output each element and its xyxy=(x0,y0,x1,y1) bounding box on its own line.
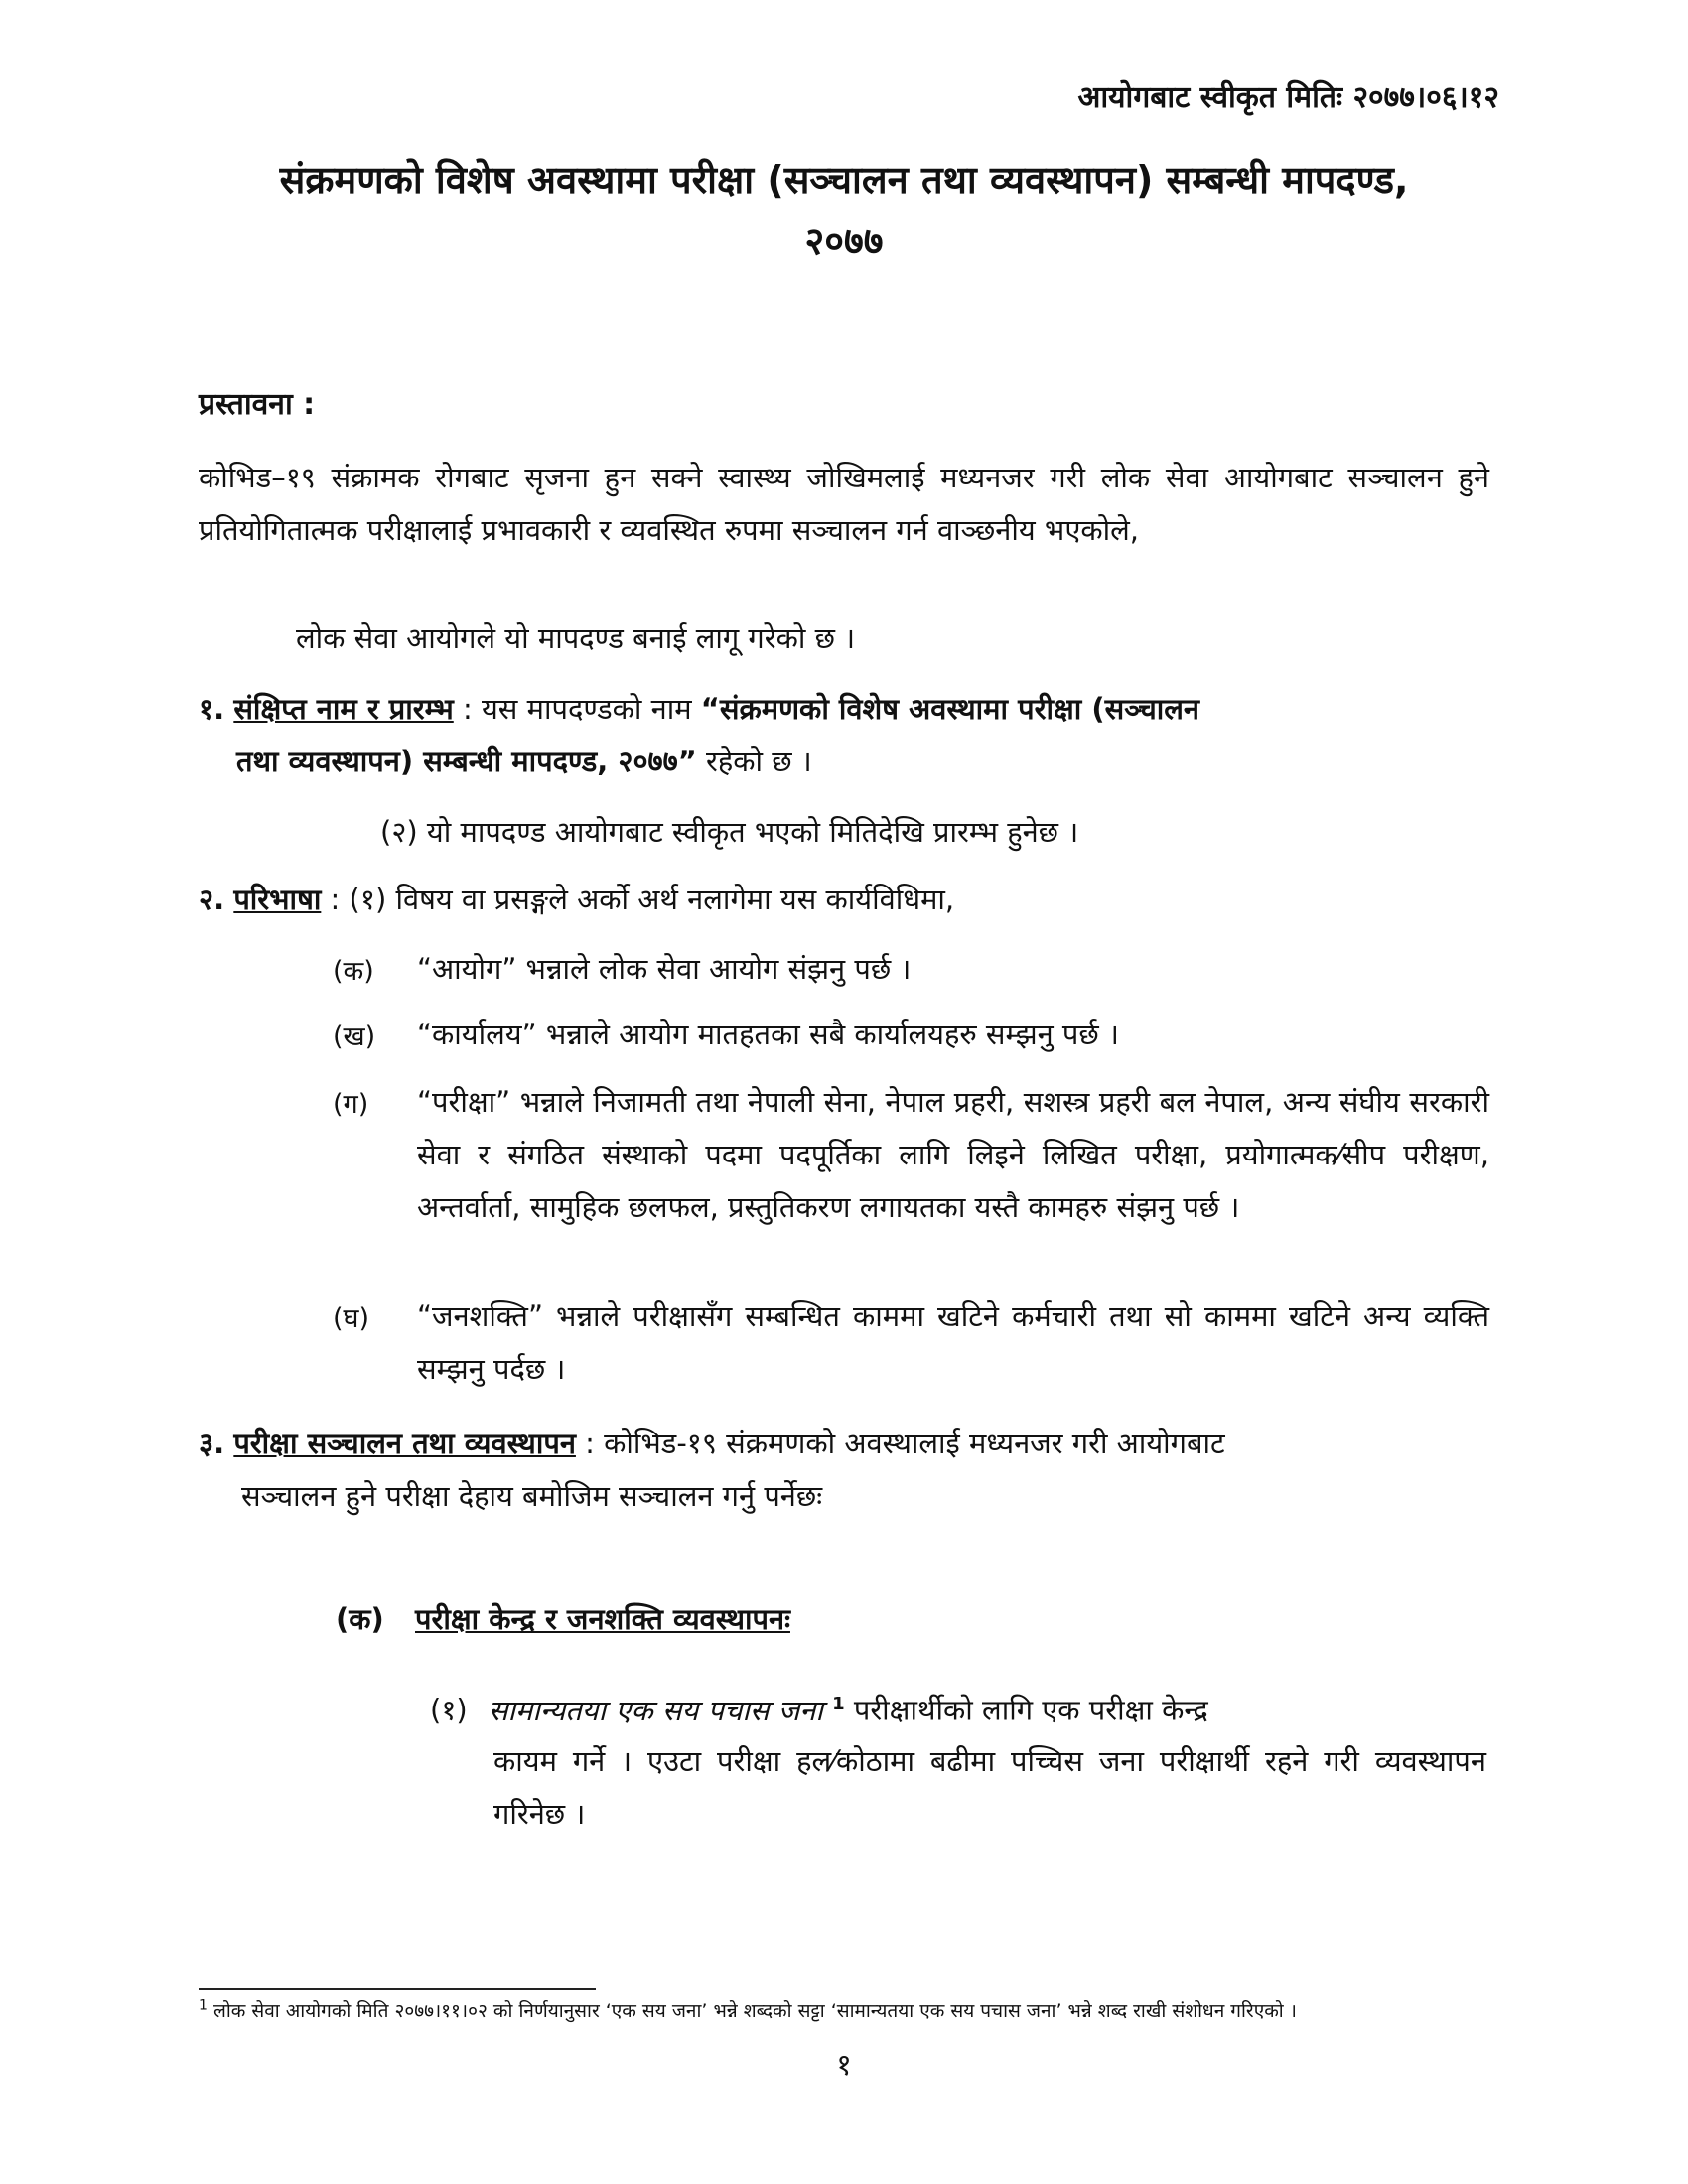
item-1-label: (१) xyxy=(430,1693,468,1727)
section-1-number: १. xyxy=(199,692,225,726)
section-1 xyxy=(199,683,1489,736)
section-1-sub-2: (२) यो मापदण्ड आयोगबाट स्वीकृत भएको मितिदेखि प्रारम्भ हुनेछ । xyxy=(380,815,1079,849)
enactment-statement: लोक सेवा आयोगले यो मापदण्ड बनाई लागू गरेको छ । xyxy=(296,621,856,655)
footnote-text: लोक सेवा आयोगको मिति २०७७।११।०२ को निर्णयानुसार ‘एक सय जना’ भन्ने शब्दको सट्टा ‘सामान्यतया एक सय पचास जना’ भन्ने शब्द राखी संशोधन गरिएको । xyxy=(212,2000,1297,2022)
section-3-text: : कोभिड-१९ संक्रमणको अवस्थालाई मध्यनजर गरी आयोगबाट xyxy=(575,1427,1225,1460)
section-1-continued xyxy=(236,736,812,788)
approval-date: आयोगबाट स्वीकृत मितिः २०७७।०६।१२ xyxy=(1077,80,1499,115)
footnote-reference: 1 xyxy=(832,1694,845,1714)
definition-examination: “परीक्षा” भन्नाले निजामती तथा नेपाली सेना, नेपाल प्रहरी, सशस्त्र प्रहरी बल नेपाल, अन्य संघीय सरकारी सेवा र संगठित संस्थाको पदमा पदपूर्तिका लागि लिइने लिखित परीक्षा, प्रयोगात्मक⁄सीप परीक्षण, अन्तर्वार्ता, सामुहिक छलफल, प्रस्तुतिकरण लगायतका यस्तै कामहरु संझनु पर्छ । xyxy=(417,1085,1489,1224)
section-3-number: ३. xyxy=(199,1427,225,1460)
definition-manpower: “जनशक्ति” भन्नाले परीक्षासँग सम्बन्धित काममा खटिने कर्मचारी तथा सो काममा खटिने अन्य व्यक्ति सम्झनु पर्दछ । xyxy=(417,1299,1489,1386)
section-2-intro: : (१) विषय वा प्रसङ्गले अर्को अर्थ नलागेमा यस कार्यविधिमा, xyxy=(321,883,955,916)
definition-commission: “आयोग” भन्नाले लोक सेवा आयोग संझनु पर्छ । xyxy=(417,952,912,986)
item-1-italic-text: सामान्यतया एक सय पचास जना xyxy=(488,1693,823,1727)
footnote-separator xyxy=(199,1988,596,1990)
definition-label: (घ) xyxy=(333,1303,370,1334)
section-1-name-line-2: तथा व्यवस्थापन) सम्बन्धी मापदण्ड, २०७७” xyxy=(236,745,697,778)
title-line-2: २०७७ xyxy=(804,219,884,263)
item-1-text: परीक्षार्थीको लागि एक परीक्षा केन्द्र xyxy=(844,1693,1208,1727)
definition-label: (ख) xyxy=(333,1022,376,1052)
section-1-name-line-1: “संक्रमणको विशेष अवस्थामा परीक्षा (सञ्चालन xyxy=(700,692,1200,726)
footnote xyxy=(199,1997,1589,2023)
section-2 xyxy=(199,874,954,926)
document-title xyxy=(159,149,1529,272)
definition-label: (क) xyxy=(333,956,374,987)
preamble-paragraph: कोभिड–१९ संक्रामक रोगबाट सृजना हुन सक्ने स्वास्थ्य जोखिमलाई मध्यनजर गरी लोक सेवा आयोगबाट सञ्चालन हुने प्रतियोगितात्मक परीक्षालाई प्रभावकारी र व्यवस्थित रुपमा सञ्चालन गर्न वाञ्छनीय भएकोले, xyxy=(199,461,1489,547)
subsection-ka-label: (क) xyxy=(336,1602,384,1636)
section-1-text: : यस मापदण्डको नाम xyxy=(453,692,701,726)
section-2-number: २. xyxy=(199,883,225,916)
section-1-title: संक्षिप्त नाम र प्रारम्भ xyxy=(233,692,454,726)
subsection-ka xyxy=(336,1593,790,1646)
section-3-continued: सञ्चालन हुने परीक्षा देहाय बमोजिम सञ्चालन गर्नु पर्नेछः xyxy=(241,1479,823,1513)
preamble-heading: प्रस्तावना : xyxy=(199,387,316,422)
item-1 xyxy=(430,1678,1208,1737)
footnote-marker: 1 xyxy=(199,1997,208,2014)
section-1-closing: रहेको छ । xyxy=(696,745,812,778)
item-1-continued: कायम गर्ने । एउटा परीक्षा हल⁄कोठामा बढीमा पच्चिस जना परीक्षार्थी रहने गरी व्यवस्थापन गरिनेछ । xyxy=(493,1744,1486,1831)
section-3-title: परीक्षा सञ्चालन तथा व्यवस्थापन xyxy=(233,1427,576,1460)
definition-office: “कार्यालय” भन्नाले आयोग मातहतका सबै कार्यालयहरु सम्झनु पर्छ । xyxy=(417,1018,1119,1051)
title-line-1: संक्रमणको विशेष अवस्थामा परीक्षा (सञ्चालन तथा व्यवस्थापन) सम्बन्धी मापदण्ड, xyxy=(279,158,1409,202)
definition-label: (ग) xyxy=(333,1089,369,1120)
section-2-title: परिभाषा xyxy=(233,883,322,916)
section-3 xyxy=(199,1418,1489,1470)
page-number: १ xyxy=(836,2048,852,2083)
subsection-ka-title: परीक्षा केन्द्र र जनशक्ति व्यवस्थापनः xyxy=(415,1602,790,1636)
